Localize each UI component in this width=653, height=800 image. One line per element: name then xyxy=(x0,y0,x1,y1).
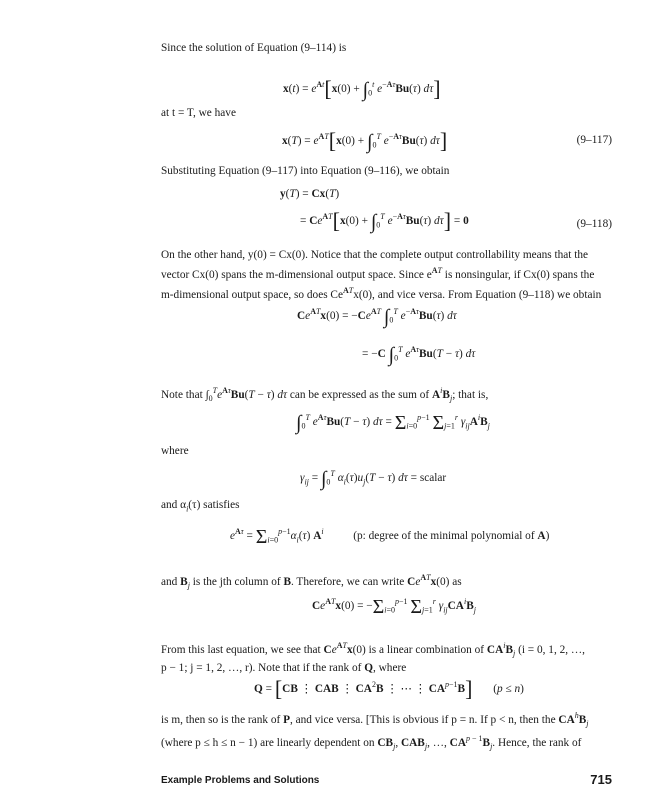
equation-117: $x(T) = e^{AT}[x(0) + \int_0^T$ $e^{-A\tau}Bu(\tau)$ dτ] xyxy=(282,128,448,153)
paragraph-linear-combination: From this last equation, we see that $Ce^{AT}x(0)$ is a linear combination of $CA^iB_j$ (i = 0, 1, 2, …, p − 1; j = 1, 2, …, r). Note that if the rank of Q, where xyxy=(161,641,586,675)
paragraph-where: where xyxy=(161,445,189,457)
equation-ce-line1: $Ce^{AT}x(0) = -Ce^{AT}$ $\int_0^T$ $e^{-A\tau}Bu(\tau)$ dτ xyxy=(297,306,457,328)
equation-q-matrix: Q = [CB ⋮ CAB ⋮ $CA^2B$ ⋮ ⋯ ⋮ $CA^{p-1}B$] (p ≤ n) xyxy=(254,676,524,701)
equation-number-117: (9–117) xyxy=(576,134,612,146)
paragraph-output-controllability: On the other hand, y(0) = Cx(0). Notice that the complete output controllability means that the vector Cx(0) spans the m-dimensional output space. Since $e^{AT}$ is nonsingular, if Cx(0) spans the m-dimensional output space, so does $Ce^{AT}x(0)$, and vice versa. From Equation (9–118) we obtain xyxy=(161,249,602,301)
paragraph-note-that: Note that $\int_0^Te^{A\tau}Bu(T - \tau)$ dτ can be expressed as the sum of $A^iB_j$; that is, xyxy=(161,386,489,404)
equation-final-sum: $Ce^{AT}x(0) = -\Sigma_{i=0}^{p-1}$ $\Sigma_{j=1}^r$ $\gamma_{ij}CA^iB_j$ xyxy=(312,596,476,618)
equation-matrix-exponential: $e^{A\tau} = \Sigma_{i=0}^{p-1}\alpha_i(\tau)$ $A^i$ (p: degree of the minimal polynomial of A) xyxy=(230,526,550,548)
paragraph-b-column: and $B_j$ is the jth column of B. Therefore, we can write $Ce^{AT}x(0)$ as xyxy=(161,573,462,591)
equation-sum-expansion: $\int_0^T$ $e^{A\tau}Bu(T - \tau) d\tau = \Sigma_{i=0}^{p-1}$ $\Sigma_{j=1}^r$ $\gamma_{ij}A^iB_j$ xyxy=(296,412,490,434)
equation-number-118: (9–118) xyxy=(576,218,612,230)
paragraph-rank: is m, then so is the rank of P, and vice versa. [This is obvious if p = n. If p < n, then the $CA^hB_j$ (where p ≤ h ≤ n − 1) are linearly dependent on $CB_j$, $CAB_j$, …, $CA^{p - 1}B_j$. Hence, the rank of xyxy=(161,711,589,752)
page-number: 715 xyxy=(590,772,612,787)
equation-118-line1: y(T) = Cx(T) xyxy=(280,188,340,200)
equation-118-line2: = $Ce^{AT}[x(0) + \int_0^T$ $e^{-A\tau}Bu(\tau) d\tau] = 0$ xyxy=(300,208,469,233)
equation-solution: $x(t) = e^{At}[x(0) + \int_0^t$ $e^{-A\tau}Bu(\tau)$ dτ] xyxy=(283,76,441,101)
equation-gamma: $\gamma_{ij} = \int_0^T$ $\alpha_i(\tau)u_j(T - \tau) d\tau$ = scalar xyxy=(300,468,447,490)
paragraph-substituting: Substituting Equation (9–117) into Equation (9–116), we obtain xyxy=(161,165,450,177)
paragraph-alpha-satisfies: and $\alpha_i(\tau)$ satisfies xyxy=(161,499,240,514)
paragraph-at-t: at t = T, we have xyxy=(161,107,236,119)
paragraph-intro: Since the solution of Equation (9–114) is xyxy=(161,42,347,54)
footer-section-title: Example Problems and Solutions xyxy=(161,775,320,786)
equation-ce-line2: = −C $\int_0^T$ $e^{A\tau}Bu(T - \tau)$ dτ xyxy=(362,344,476,366)
